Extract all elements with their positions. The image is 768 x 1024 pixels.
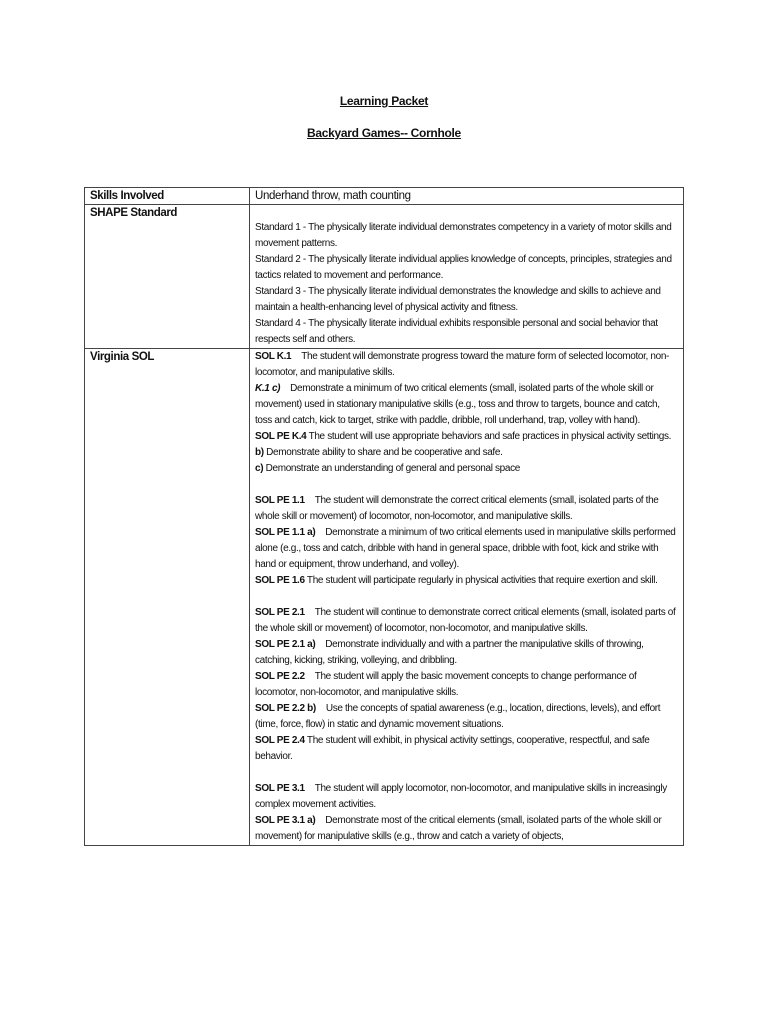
shape-standard-label: SHAPE Standard bbox=[85, 205, 250, 349]
standard-1-text: - The physically literate individual demonstrates competency in a variety of motor skills and movement patterns. bbox=[255, 222, 672, 249]
sol-pe-2-4-id: SOL PE 2.4 bbox=[255, 735, 305, 746]
sol-k1c bbox=[255, 381, 678, 429]
sol-k4c-id: c) bbox=[255, 463, 264, 474]
virginia-sol-content bbox=[250, 349, 684, 846]
sol-k1c-text: Demonstrate a minimum of two critical elements (small, isolated parts of the whole skill or movement) used in stationary manipulative skills (e.g., toss and throw to targets, bounce and catch, toss and catch, kick to target, strike with paddle, dribble, roll underhand, trap, volley with hand). bbox=[255, 383, 660, 426]
sol-pe-3-1a bbox=[255, 813, 678, 845]
sol-k1c-id: K.1 c) bbox=[255, 383, 281, 394]
sol-pe-3-1 bbox=[255, 781, 678, 813]
sol-pe-3-1-text: The student will apply locomotor, non-locomotor, and manipulative skills in increasingly complex movement activities. bbox=[255, 783, 667, 810]
shape-standard-content bbox=[250, 205, 684, 349]
standard-3-text: - The physically literate individual demonstrates the knowledge and skills to achieve and maintain a health-enhancing level of physical activity and fitness. bbox=[255, 286, 661, 313]
sol-pe-3-1-id: SOL PE 3.1 bbox=[255, 783, 305, 794]
sol-k4b-text: Demonstrate ability to share and be cooperative and safe. bbox=[263, 447, 503, 458]
standard-4 bbox=[255, 316, 678, 348]
sol-pe-3-1a-id: SOL PE 3.1 a) bbox=[255, 815, 316, 826]
document-title: Learning Packet bbox=[339, 94, 429, 108]
sol-pe-2-2 bbox=[255, 669, 678, 701]
sol-pe-3-1a-text: Demonstrate most of the critical elements (small, isolated parts of the whole skill or movement) for manipulative skills (e.g., throw and catch a variety of objects, bbox=[255, 815, 662, 842]
sol-k4-text: The student will use appropriate behaviors and safe practices in physical activity settings. bbox=[306, 431, 672, 442]
sol-pe-2-4-text: The student will exhibit, in physical activity settings, cooperative, respectful, and safe behavior. bbox=[255, 735, 650, 762]
skills-row bbox=[85, 188, 684, 205]
sol-pe-2-1a-text: Demonstrate individually and with a partner the manipulative skills of throwing, catching, kicking, striking, volleying, and dribbling. bbox=[255, 639, 644, 666]
sol-pe-2-4 bbox=[255, 733, 678, 765]
standard-1 bbox=[255, 220, 678, 252]
sol-pe-2-1-text: The student will continue to demonstrate correct critical elements (small, isolated parts of the whole skill or movement) of locomotor, non-locomotor, and manipulative skills. bbox=[255, 607, 676, 634]
sol-pe-1-6-id: SOL PE 1.6 bbox=[255, 575, 305, 586]
sol-k1 bbox=[255, 349, 678, 381]
sol-pe-2-1 bbox=[255, 605, 678, 637]
sol-k1-id: SOL K.1 bbox=[255, 351, 292, 362]
skills-label: Skills Involved bbox=[85, 188, 250, 205]
sol-k1-text: The student will demonstrate progress toward the mature form of selected locomotor, non- locomotor, and manipulative skills. bbox=[255, 351, 670, 378]
sol-pe-2-1-id: SOL PE 2.1 bbox=[255, 607, 305, 618]
shape-standard-row bbox=[85, 205, 684, 349]
standard-4-text: - The physically literate individual exhibits responsible personal and social behavior that respects self and others. bbox=[255, 318, 658, 345]
sol-pe-2-2b-text: Use the concepts of spatial awareness (e.g., location, directions, levels), and effort (time, force, flow) in static and dynamic movement situations. bbox=[255, 703, 661, 730]
standard-1-id: Standard 1 bbox=[255, 222, 301, 233]
skills-value: Underhand throw, math counting bbox=[250, 188, 684, 205]
standard-3 bbox=[255, 284, 678, 316]
sol-k4 bbox=[255, 429, 678, 445]
sol-pe-2-1a bbox=[255, 637, 678, 669]
sol-pe-1-1a-text: Demonstrate a minimum of two critical elements used in manipulative skills performed alone (e.g., toss and catch, dribble with hand in general space, dribble with foot, kick and strike with hand or equipment, throw underhand, and volley). bbox=[255, 527, 676, 570]
learning-packet-table bbox=[84, 187, 684, 846]
sol-pe-1-1a-id: SOL PE 1.1 a) bbox=[255, 527, 316, 538]
sol-pe-1-6 bbox=[255, 573, 678, 589]
sol-pe-1-1-text: The student will demonstrate the correct critical elements (small, isolated parts of the whole skill or movement) of locomotor, non-locomotor, and manipulative skills. bbox=[255, 495, 659, 522]
virginia-sol-row bbox=[85, 349, 684, 846]
sol-pe-2-1a-id: SOL PE 2.1 a) bbox=[255, 639, 316, 650]
sol-pe-1-1 bbox=[255, 493, 678, 525]
sol-pe-2-2-id: SOL PE 2.2 bbox=[255, 671, 305, 682]
sol-pe-1-1-id: SOL PE 1.1 bbox=[255, 495, 305, 506]
sol-pe-2-2b-id: SOL PE 2.2 b) bbox=[255, 703, 316, 714]
standard-4-id: Standard 4 bbox=[255, 318, 301, 329]
sol-k4b bbox=[255, 445, 678, 461]
standard-3-id: Standard 3 bbox=[255, 286, 301, 297]
sol-pe-2-2b bbox=[255, 701, 678, 733]
standard-2 bbox=[255, 252, 678, 284]
sol-k4b-id: b) bbox=[255, 447, 264, 458]
sol-pe-1-6-text: The student will participate regularly in physical activities that require exertion and skill. bbox=[304, 575, 658, 586]
sol-pe-1-1a bbox=[255, 525, 678, 573]
standard-2-text: - The physically literate individual applies knowledge of concepts, principles, strategies and tactics related to movement and performance. bbox=[255, 254, 672, 281]
standard-2-id: Standard 2 bbox=[255, 254, 301, 265]
sol-pe-2-2-text: The student will apply the basic movement concepts to change performance of locomotor, non-locomotor, and manipulative skills. bbox=[255, 671, 637, 698]
virginia-sol-label: Virginia SOL bbox=[85, 349, 250, 846]
sol-k4c bbox=[255, 461, 678, 477]
sol-k4-id: SOL PE K.4 bbox=[255, 431, 307, 442]
sol-k4c-text: Demonstrate an understanding of general and personal space bbox=[263, 463, 520, 474]
document-subtitle: Backyard Games-- Cornhole bbox=[307, 126, 461, 140]
